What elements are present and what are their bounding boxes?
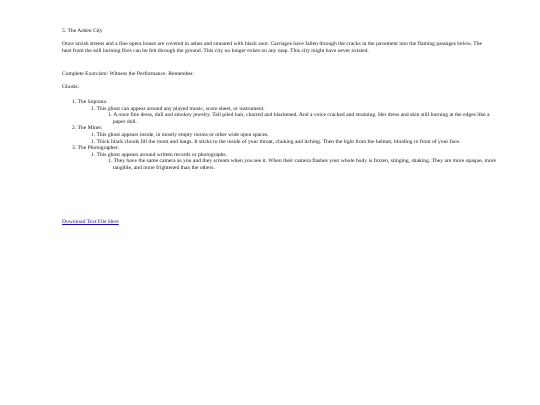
detail-number: 1. xyxy=(91,138,96,145)
ghost-detail xyxy=(62,112,502,125)
ghost-number: 3. xyxy=(72,145,77,152)
section-title: 5. The Ashen City xyxy=(62,28,103,34)
ghost-item-photographer xyxy=(62,145,502,152)
location-description: Once lavish streets and a fine opera house are covered in ashes and smeared with black soot. Carriages have fallen through the cracks in the pavement into the flaming passages below. The heat from the still burning fires can be felt through the ground. This city no longer exists on any map. This city might have never existed. xyxy=(62,41,483,54)
detail-number: 1. xyxy=(108,158,113,165)
appearance-text: This ghost appears inside, in mostly empty rooms or other wide open spaces. xyxy=(96,131,269,138)
ghost-appearance xyxy=(62,132,502,139)
detail-text: They have the same camera as you and they scream when you see it. When their camera flashes your whole body is frozen, stinging, shaking. They are more opaque, more tangible, and more frightened than the others. xyxy=(113,158,497,171)
appearance-text: This ghost can appear around any played music, score sheet, or instrument. xyxy=(96,105,265,112)
appearance-number: 1. xyxy=(91,131,96,138)
detail-text: A once fine dress, dull and smokey jewelry. Tall piled hair, charred and blackened. And a voice cracked and straining. Her dress and skin still burning at the edges like a paper doll. xyxy=(113,112,490,125)
ghost-item-soprano xyxy=(62,99,502,106)
ghost-detail xyxy=(62,158,502,171)
appearance-text: This ghost appears around written records or photographs. xyxy=(96,151,228,158)
ghosts-label: Ghosts: xyxy=(62,84,80,90)
ghost-list xyxy=(62,99,502,172)
ghost-number: 1. xyxy=(72,99,77,105)
detail-number: 1. xyxy=(108,112,113,119)
ghost-item-miner xyxy=(62,125,502,132)
appearance-number: 1. xyxy=(91,151,96,158)
exorcism-requirement: Complete Exorcism: Witness the Performance. Remember. xyxy=(62,71,194,77)
ghost-number: 2. xyxy=(72,125,77,132)
ghost-name: The Miner. xyxy=(77,125,103,132)
appearance-number: 1. xyxy=(91,105,96,112)
ghost-detail xyxy=(62,139,502,146)
ghost-name: The Soprano. xyxy=(77,99,108,105)
detail-text: Thick black clouds fill the room and lungs. It sticks to the inside of your throat, choking and itching. Then the light from the helmet, blinding in front of your face. xyxy=(96,138,461,145)
ghost-name: The Photographer. xyxy=(77,145,119,152)
download-text-file-link[interactable]: Download Text File Here xyxy=(62,219,119,225)
